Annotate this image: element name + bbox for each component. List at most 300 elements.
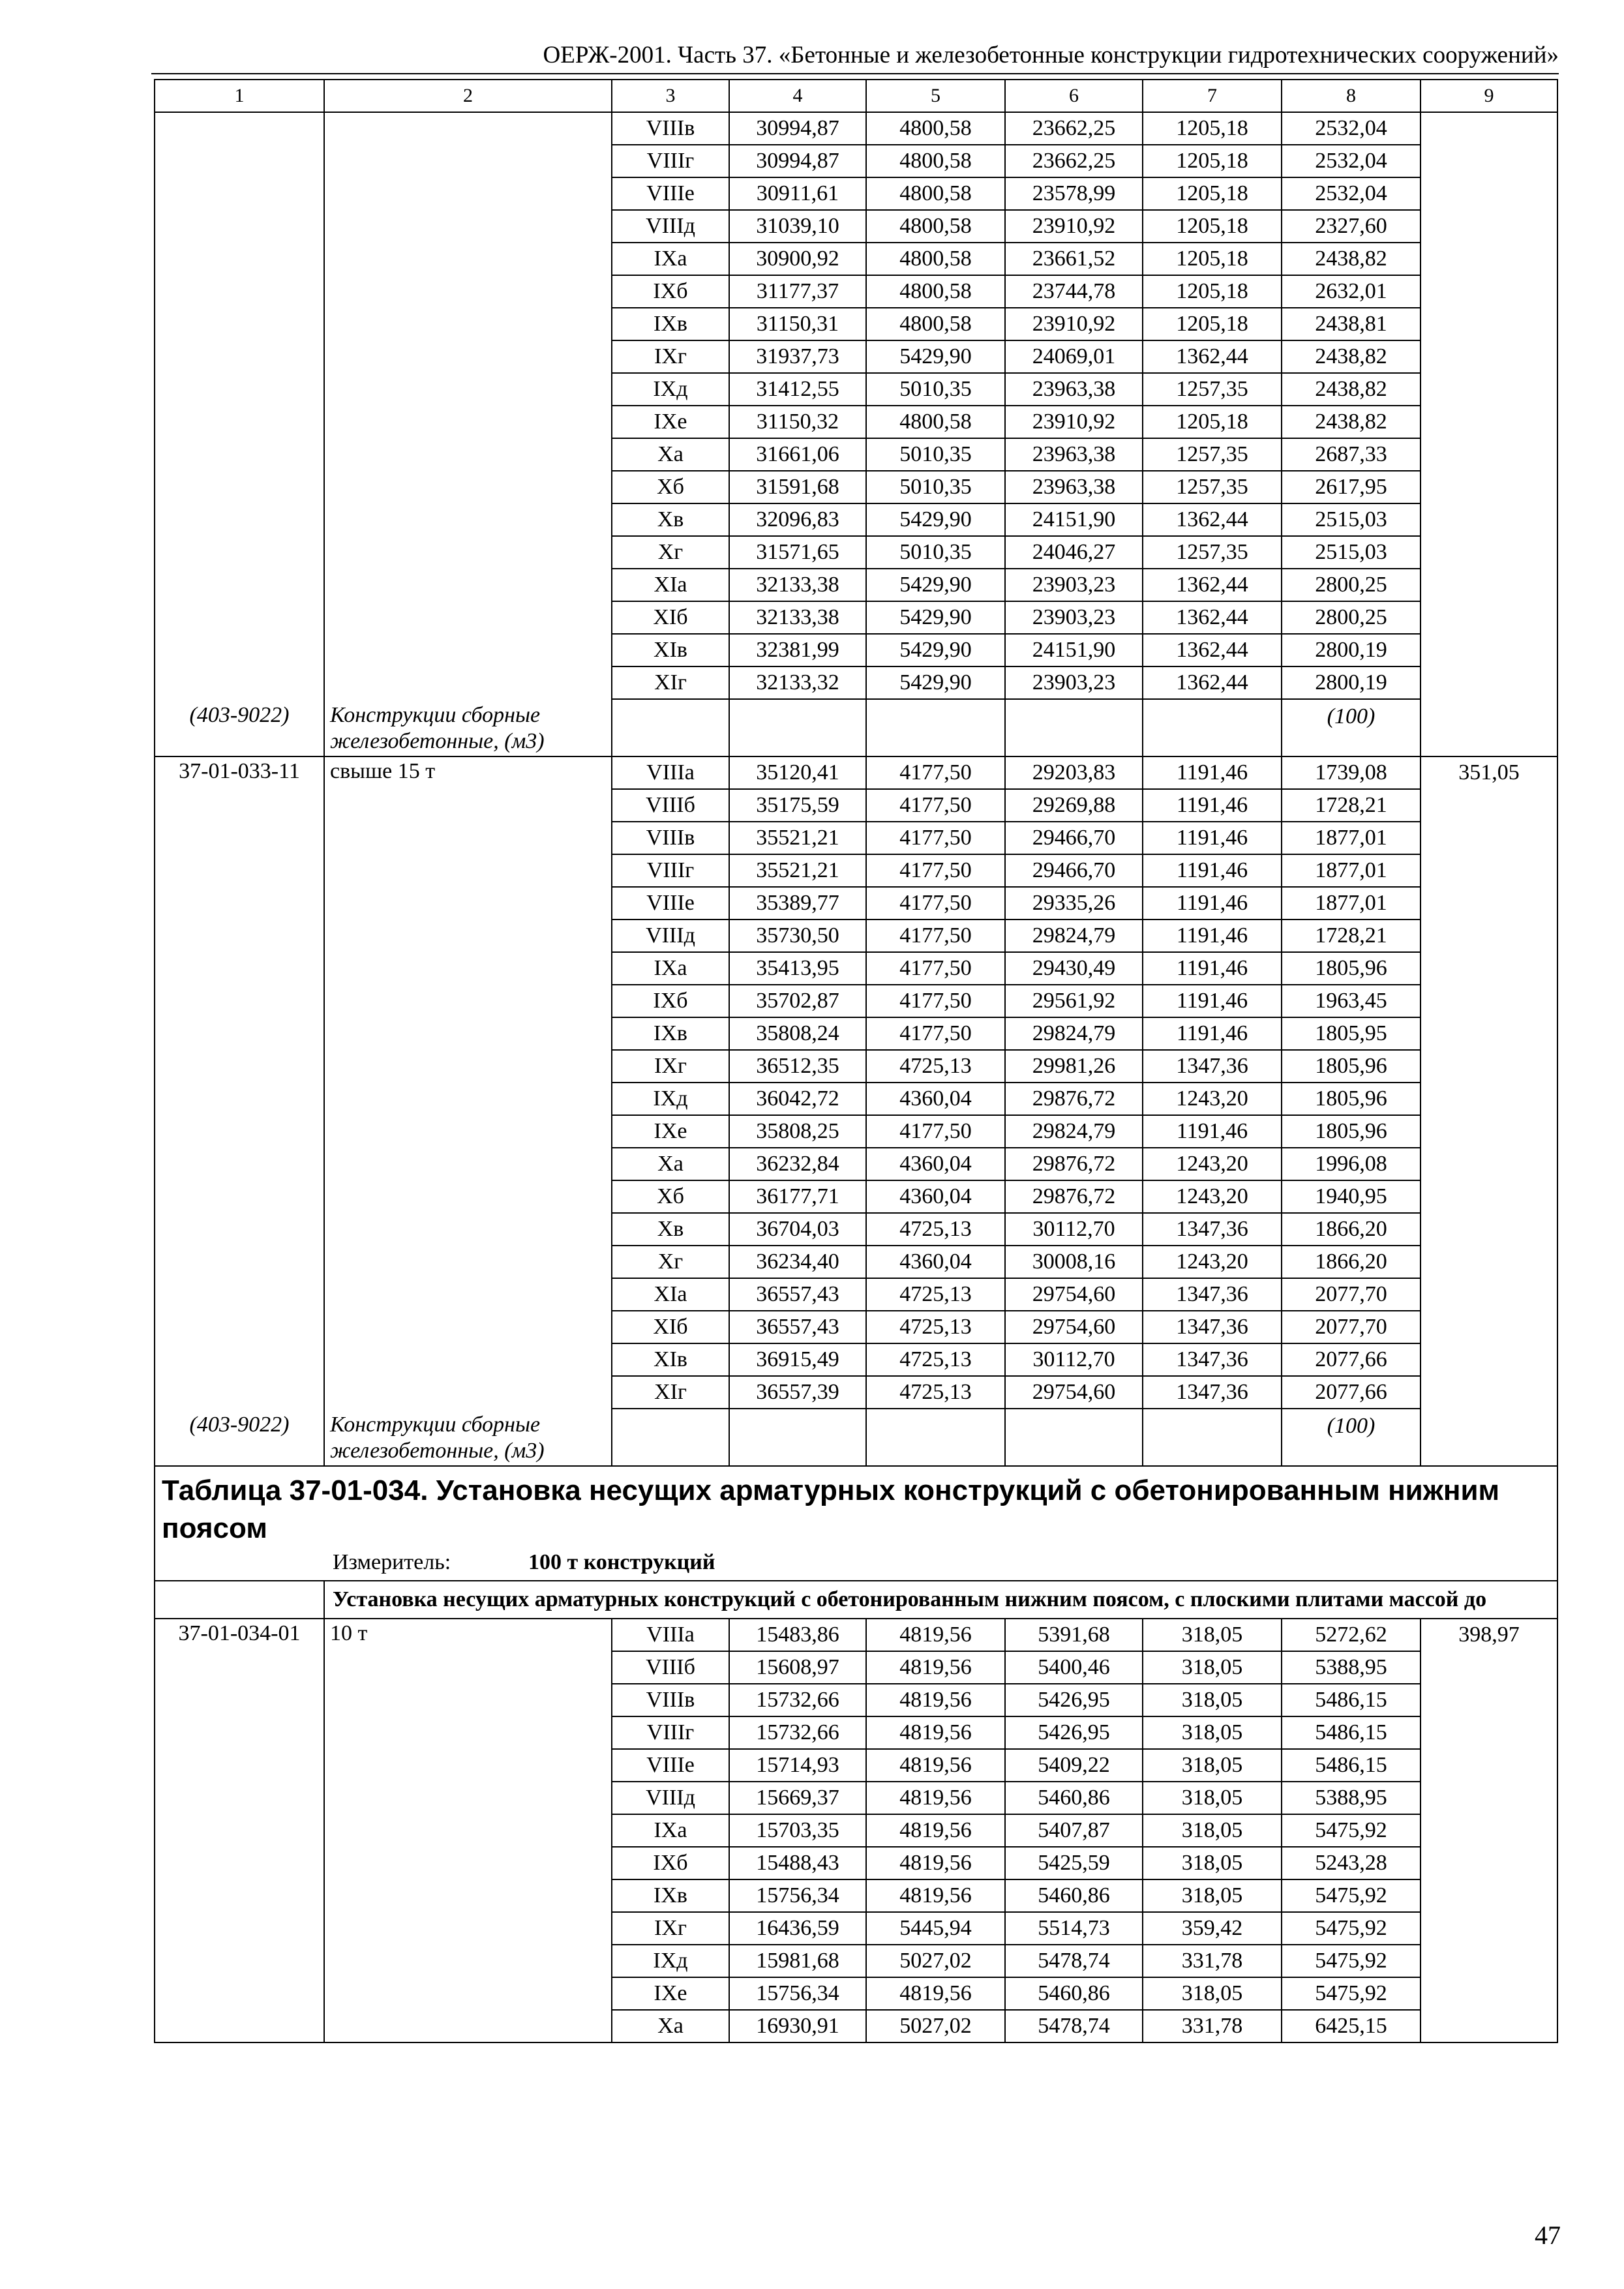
zone-code: XIа [612, 1278, 729, 1311]
col9-value [1421, 503, 1557, 536]
price-value: 1866,20 [1282, 1213, 1421, 1246]
price-value: 2327,60 [1282, 210, 1421, 243]
price-value: 24069,01 [1005, 340, 1143, 373]
price-value: 32133,32 [729, 666, 866, 699]
rate-code [155, 471, 324, 503]
price-value: 32133,38 [729, 569, 866, 601]
table-row [155, 177, 1557, 210]
col9-value [1421, 177, 1557, 210]
zone-code: Xв [612, 503, 729, 536]
zone-code: XIа [612, 569, 729, 601]
column-number: 5 [866, 80, 1005, 112]
table-row [155, 789, 1557, 822]
table-row [155, 1376, 1557, 1409]
price-value: 23910,92 [1005, 406, 1143, 438]
price-value: 5010,35 [866, 536, 1005, 569]
table-row [155, 1083, 1557, 1115]
price-value: 23903,23 [1005, 666, 1143, 699]
rate-description [324, 112, 612, 145]
rate-code [155, 1912, 324, 1945]
price-value: 29981,26 [1005, 1050, 1143, 1083]
rate-description [324, 1017, 612, 1050]
rate-code: 37-01-033-11 [155, 756, 324, 789]
rate-code [155, 952, 324, 985]
rate-code: 37-01-034-01 [155, 1619, 324, 1651]
price-value: 1191,46 [1143, 1017, 1282, 1050]
col9-value [1421, 1651, 1557, 1684]
price-value: 318,05 [1143, 1651, 1282, 1684]
price-value: 31937,73 [729, 340, 866, 373]
col9-value [1421, 634, 1557, 666]
price-value: 5486,15 [1282, 1716, 1421, 1749]
price-value: 2438,81 [1282, 308, 1421, 340]
rate-code [155, 1782, 324, 1814]
rate-description [324, 1083, 612, 1115]
table-row [155, 1311, 1557, 1343]
price-value: 29824,79 [1005, 920, 1143, 952]
price-value: 1257,35 [1143, 536, 1282, 569]
price-value: 4800,58 [866, 112, 1005, 145]
rate-description [324, 1278, 612, 1311]
col9-value [1421, 1213, 1557, 1246]
table-row [155, 756, 1557, 789]
price-value: 1805,96 [1282, 1083, 1421, 1115]
price-value: 5426,95 [1005, 1684, 1143, 1716]
price-value: 23661,52 [1005, 243, 1143, 275]
price-value: 2800,25 [1282, 569, 1421, 601]
zone-code: VIIIв [612, 112, 729, 145]
rate-code [155, 601, 324, 634]
price-value: 1805,96 [1282, 1115, 1421, 1148]
price-value: 1347,36 [1143, 1050, 1282, 1083]
price-value: 23903,23 [1005, 569, 1143, 601]
col9-value [1421, 1311, 1557, 1343]
zone-code: VIIIд [612, 920, 729, 952]
table-row [155, 1246, 1557, 1278]
col9-value [1421, 789, 1557, 822]
price-value: 35808,24 [729, 1017, 866, 1050]
zone-code: XIг [612, 666, 729, 699]
rate-code [155, 1847, 324, 1879]
table-row [155, 503, 1557, 536]
price-value: 30911,61 [729, 177, 866, 210]
empty-cell [1421, 699, 1557, 756]
col9-value [1421, 373, 1557, 406]
rate-code [155, 1945, 324, 1977]
price-value: 318,05 [1143, 1749, 1282, 1782]
rate-description [324, 2010, 612, 2042]
price-value: 4177,50 [866, 822, 1005, 854]
price-value: 15756,34 [729, 1879, 866, 1912]
table-row [155, 1651, 1557, 1684]
rate-code [155, 1180, 324, 1213]
table-title: Таблица 37-01-034. Установка несущих арматурных конструкций с обетонированным нижним поясом [162, 1474, 1500, 1544]
rate-code [155, 536, 324, 569]
price-value: 31412,55 [729, 373, 866, 406]
price-value: 35389,77 [729, 887, 866, 920]
price-value: 318,05 [1143, 1977, 1282, 2010]
price-value: 4819,56 [866, 1651, 1005, 1684]
rate-description [324, 854, 612, 887]
price-value: 23662,25 [1005, 145, 1143, 177]
price-value: 359,42 [1143, 1912, 1282, 1945]
rate-code [155, 177, 324, 210]
rate-code [155, 569, 324, 601]
resource-code: (403-9022) [155, 699, 324, 756]
price-value: 1205,18 [1143, 308, 1282, 340]
price-value: 4177,50 [866, 985, 1005, 1017]
zone-code: XIв [612, 634, 729, 666]
price-value: 35730,50 [729, 920, 866, 952]
table-row [155, 536, 1557, 569]
col9-value [1421, 243, 1557, 275]
price-value: 5429,90 [866, 569, 1005, 601]
empty-cell [1143, 1409, 1282, 1466]
table-row [155, 985, 1557, 1017]
rate-description [324, 952, 612, 985]
price-value: 1205,18 [1143, 275, 1282, 308]
price-value: 5429,90 [866, 634, 1005, 666]
zone-code: XIг [612, 1376, 729, 1409]
rate-description [324, 340, 612, 373]
price-value: 1205,18 [1143, 112, 1282, 145]
zone-code: VIIIд [612, 1782, 729, 1814]
rate-description [324, 1343, 612, 1376]
price-value: 2532,04 [1282, 112, 1421, 145]
col9-value [1421, 1847, 1557, 1879]
resource-row [155, 699, 1557, 756]
table-row [155, 634, 1557, 666]
price-value: 5243,28 [1282, 1847, 1421, 1879]
table-row [155, 1343, 1557, 1376]
table-row [155, 822, 1557, 854]
price-value: 32381,99 [729, 634, 866, 666]
rate-code [155, 2010, 324, 2042]
price-value: 4800,58 [866, 243, 1005, 275]
price-value: 1205,18 [1143, 210, 1282, 243]
col9-value [1421, 887, 1557, 920]
rate-code [155, 210, 324, 243]
rate-description [324, 1716, 612, 1749]
table-row [155, 1749, 1557, 1782]
zone-code: IXе [612, 1115, 729, 1148]
price-value: 2515,03 [1282, 503, 1421, 536]
col9-value [1421, 1782, 1557, 1814]
price-value: 1191,46 [1143, 952, 1282, 985]
price-value: 4725,13 [866, 1050, 1005, 1083]
rate-code [155, 145, 324, 177]
col9-value [1421, 308, 1557, 340]
rate-description [324, 1847, 612, 1879]
col9-value [1421, 1749, 1557, 1782]
price-value: 16436,59 [729, 1912, 866, 1945]
meter-line [162, 1548, 1550, 1578]
resource-qty: (100) [1282, 699, 1421, 756]
price-value: 5478,74 [1005, 2010, 1143, 2042]
price-value: 5429,90 [866, 601, 1005, 634]
col9-value [1421, 1912, 1557, 1945]
price-value: 1191,46 [1143, 887, 1282, 920]
price-value: 15732,66 [729, 1684, 866, 1716]
price-value: 36915,49 [729, 1343, 866, 1376]
price-value: 1243,20 [1143, 1083, 1282, 1115]
price-value: 29754,60 [1005, 1376, 1143, 1409]
price-value: 1205,18 [1143, 145, 1282, 177]
table-row [155, 406, 1557, 438]
price-value: 4819,56 [866, 1847, 1005, 1879]
table-row [155, 1619, 1557, 1651]
price-value: 23578,99 [1005, 177, 1143, 210]
rate-code [155, 854, 324, 887]
price-value: 1877,01 [1282, 822, 1421, 854]
column-number: 7 [1143, 80, 1282, 112]
price-value: 15714,93 [729, 1749, 866, 1782]
price-value: 2800,19 [1282, 634, 1421, 666]
rate-code [155, 789, 324, 822]
rate-code [155, 822, 324, 854]
price-value: 2438,82 [1282, 406, 1421, 438]
price-value: 1805,96 [1282, 1050, 1421, 1083]
table-row [155, 471, 1557, 503]
price-value: 4360,04 [866, 1083, 1005, 1115]
rate-code [155, 1749, 324, 1782]
zone-code: IXв [612, 1879, 729, 1912]
rate-code [155, 1376, 324, 1409]
table-title-cell [155, 1466, 1557, 1581]
rate-code [155, 1343, 324, 1376]
col9-value [1421, 952, 1557, 985]
rate-description [324, 1945, 612, 1977]
price-value: 1191,46 [1143, 985, 1282, 1017]
price-value: 31177,37 [729, 275, 866, 308]
col9-value [1421, 1879, 1557, 1912]
col9-value [1421, 920, 1557, 952]
price-value: 5445,94 [866, 1912, 1005, 1945]
price-value: 4819,56 [866, 1619, 1005, 1651]
price-value: 31039,10 [729, 210, 866, 243]
col9-value [1421, 471, 1557, 503]
rate-description [324, 1814, 612, 1847]
price-value: 31150,31 [729, 308, 866, 340]
rate-code [155, 887, 324, 920]
rate-description [324, 438, 612, 471]
price-value: 2077,66 [1282, 1343, 1421, 1376]
price-value: 4725,13 [866, 1343, 1005, 1376]
table-row [155, 1180, 1557, 1213]
rate-description: 10 т [324, 1619, 612, 1651]
zone-code: IXг [612, 1912, 729, 1945]
meter-label: Измеритель: [333, 1550, 451, 1574]
price-value: 23910,92 [1005, 210, 1143, 243]
price-value: 29203,83 [1005, 756, 1143, 789]
table-row [155, 1977, 1557, 2010]
price-value: 5460,86 [1005, 1977, 1143, 2010]
price-value: 5475,92 [1282, 1912, 1421, 1945]
col9-value [1421, 112, 1557, 145]
price-value: 36512,35 [729, 1050, 866, 1083]
rate-description [324, 569, 612, 601]
price-value: 4177,50 [866, 887, 1005, 920]
rate-description [324, 887, 612, 920]
rate-description [324, 666, 612, 699]
price-value: 2532,04 [1282, 177, 1421, 210]
price-value: 318,05 [1143, 1814, 1282, 1847]
price-value: 5475,92 [1282, 1879, 1421, 1912]
price-value: 4360,04 [866, 1246, 1005, 1278]
rate-code [155, 340, 324, 373]
price-value: 318,05 [1143, 1619, 1282, 1651]
price-value: 35808,25 [729, 1115, 866, 1148]
price-value: 5272,62 [1282, 1619, 1421, 1651]
price-value: 23963,38 [1005, 438, 1143, 471]
price-value: 4725,13 [866, 1311, 1005, 1343]
table-title-row [155, 1466, 1557, 1581]
price-value: 318,05 [1143, 1716, 1282, 1749]
price-value: 4819,56 [866, 1879, 1005, 1912]
price-value: 35413,95 [729, 952, 866, 985]
col9-value [1421, 1278, 1557, 1311]
table-row [155, 601, 1557, 634]
price-value: 1347,36 [1143, 1278, 1282, 1311]
col9-value [1421, 569, 1557, 601]
table-row [155, 2010, 1557, 2042]
price-value: 4177,50 [866, 756, 1005, 789]
price-value: 35175,59 [729, 789, 866, 822]
col9-value [1421, 1343, 1557, 1376]
price-value: 5429,90 [866, 666, 1005, 699]
price-value: 24046,27 [1005, 536, 1143, 569]
column-number: 6 [1005, 80, 1143, 112]
price-value: 4819,56 [866, 1782, 1005, 1814]
rate-description [324, 920, 612, 952]
empty-cell [1005, 699, 1143, 756]
rate-description [324, 1684, 612, 1716]
price-value: 29466,70 [1005, 854, 1143, 887]
zone-code: Xа [612, 438, 729, 471]
price-value: 4360,04 [866, 1148, 1005, 1180]
col9-value [1421, 1684, 1557, 1716]
table-row [155, 1278, 1557, 1311]
price-value: 1191,46 [1143, 789, 1282, 822]
table-row [155, 1716, 1557, 1749]
price-value: 5027,02 [866, 2010, 1005, 2042]
empty-cell [729, 699, 866, 756]
price-value: 5478,74 [1005, 1945, 1143, 1977]
price-value: 29876,72 [1005, 1148, 1143, 1180]
price-value: 5010,35 [866, 438, 1005, 471]
zone-code: VIIIа [612, 1619, 729, 1651]
rate-code [155, 373, 324, 406]
price-value: 1362,44 [1143, 340, 1282, 373]
zone-code: Xа [612, 2010, 729, 2042]
price-value: 5391,68 [1005, 1619, 1143, 1651]
table-row [155, 145, 1557, 177]
price-value: 5388,95 [1282, 1782, 1421, 1814]
rate-description [324, 1376, 612, 1409]
price-value: 1191,46 [1143, 920, 1282, 952]
table-row [155, 1148, 1557, 1180]
table-row [155, 1879, 1557, 1912]
rate-code [155, 985, 324, 1017]
table-row [155, 854, 1557, 887]
table-row [155, 210, 1557, 243]
col9-value [1421, 1246, 1557, 1278]
rate-description [324, 503, 612, 536]
rate-code [155, 112, 324, 145]
price-value: 4819,56 [866, 1749, 1005, 1782]
price-value: 1205,18 [1143, 177, 1282, 210]
zone-code: IXе [612, 1977, 729, 2010]
rate-code [155, 308, 324, 340]
rate-code [155, 438, 324, 471]
column-number: 2 [324, 80, 612, 112]
price-value: 5426,95 [1005, 1716, 1143, 1749]
table-row [155, 340, 1557, 373]
price-value: 29876,72 [1005, 1180, 1143, 1213]
rate-description [324, 243, 612, 275]
price-table [154, 79, 1558, 2043]
col9-value: 398,97 [1421, 1619, 1557, 1651]
price-value: 31591,68 [729, 471, 866, 503]
rate-code [155, 634, 324, 666]
table-row [155, 1050, 1557, 1083]
col9-value [1421, 406, 1557, 438]
table-row [155, 952, 1557, 985]
col9-value [1421, 601, 1557, 634]
price-value: 331,78 [1143, 2010, 1282, 2042]
price-value: 1347,36 [1143, 1311, 1282, 1343]
price-value: 29824,79 [1005, 1017, 1143, 1050]
zone-code: VIIIе [612, 887, 729, 920]
price-value: 4800,58 [866, 145, 1005, 177]
price-value: 30994,87 [729, 145, 866, 177]
price-value: 29269,88 [1005, 789, 1143, 822]
empty-cell [1005, 1409, 1143, 1466]
price-value: 4819,56 [866, 1716, 1005, 1749]
column-number: 4 [729, 80, 866, 112]
price-value: 32096,83 [729, 503, 866, 536]
price-value: 4177,50 [866, 952, 1005, 985]
zone-code: Xг [612, 536, 729, 569]
price-value: 23963,38 [1005, 373, 1143, 406]
zone-code: IXв [612, 308, 729, 340]
price-value: 1805,95 [1282, 1017, 1421, 1050]
rate-code [155, 1246, 324, 1278]
price-value: 4725,13 [866, 1376, 1005, 1409]
col9-value [1421, 1945, 1557, 1977]
zone-code: XIв [612, 1343, 729, 1376]
price-value: 2800,19 [1282, 666, 1421, 699]
price-value: 5486,15 [1282, 1684, 1421, 1716]
price-value: 30112,70 [1005, 1213, 1143, 1246]
price-value: 1728,21 [1282, 920, 1421, 952]
price-value: 31150,32 [729, 406, 866, 438]
rate-description [324, 634, 612, 666]
price-value: 31571,65 [729, 536, 866, 569]
price-value: 15488,43 [729, 1847, 866, 1879]
price-value: 318,05 [1143, 1684, 1282, 1716]
price-value: 1257,35 [1143, 438, 1282, 471]
price-value: 1191,46 [1143, 1115, 1282, 1148]
zone-code: Xа [612, 1148, 729, 1180]
price-value: 5460,86 [1005, 1782, 1143, 1814]
rate-description [324, 1977, 612, 2010]
col9-value [1421, 536, 1557, 569]
price-value: 1877,01 [1282, 854, 1421, 887]
rate-description [324, 789, 612, 822]
zone-code: IXа [612, 952, 729, 985]
price-value: 1243,20 [1143, 1246, 1282, 1278]
